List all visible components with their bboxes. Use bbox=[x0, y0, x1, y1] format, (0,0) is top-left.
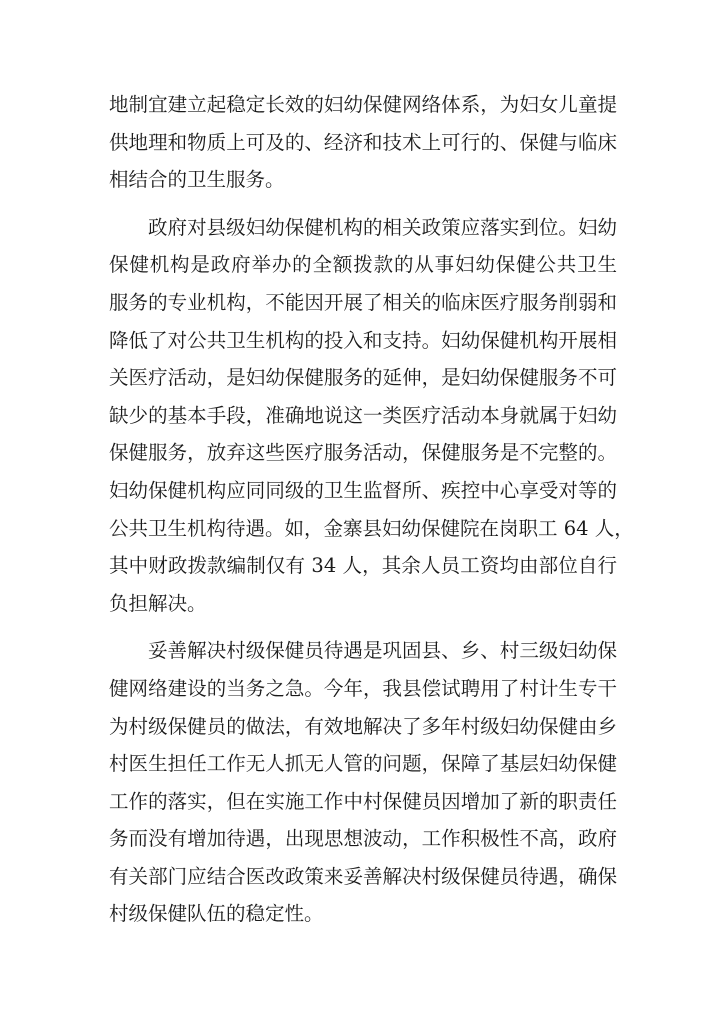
text-line: 务而没有增加待遇，出现思想波动，工作积极性不高，政府 bbox=[109, 827, 617, 851]
text-line: 其中财政拨款编制仅有 34 人，其余人员工资均由部位自行 bbox=[109, 554, 617, 578]
text-line: 妥善解决村级保健员待遇是巩固县、乡、村三级妇幼保 bbox=[148, 639, 617, 663]
text-line: 保健机构是政府举办的全额拨款的从事妇幼保健公共卫生 bbox=[109, 253, 617, 277]
text-line: 有关部门应结合医改政策来妥善解决村级保健员待遇，确保 bbox=[109, 864, 617, 888]
text-line: 服务的专业机构，不能因开展了相关的临床医疗服务削弱和 bbox=[109, 290, 617, 314]
paragraph-1 bbox=[109, 86, 617, 199]
text-line: 村级保健队伍的稳定性。 bbox=[109, 902, 324, 926]
text-line: 公共卫生机构待遇。如，金寨县妇幼保健院在岗职工 64 人， bbox=[109, 516, 634, 540]
text-line: 负担解决。 bbox=[109, 591, 207, 615]
text-line: 保健服务，放弃这些医疗服务活动，保健服务是不完整的。 bbox=[109, 441, 617, 465]
text-line: 供地理和物质上可及的、经济和技术上可行的、保健与临床 bbox=[109, 130, 617, 154]
text-line: 村医生担任工作无人抓无人管的问题，保障了基层妇幼保健 bbox=[109, 752, 617, 776]
text-line: 为村级保健员的做法，有效地解决了多年村级妇幼保健由乡 bbox=[109, 714, 617, 738]
document-body bbox=[109, 86, 634, 933]
text-line: 工作的落实，但在实施工作中村保健员因增加了新的职责任 bbox=[109, 789, 617, 813]
text-line: 相结合的卫生服务。 bbox=[109, 168, 285, 192]
text-line: 健网络建设的当务之急。今年，我县偿试聘用了村计生专干 bbox=[109, 676, 617, 700]
paragraph-2 bbox=[109, 209, 634, 623]
text-line: 地制宜建立起稳定长效的妇幼保健网络体系，为妇女儿童提 bbox=[109, 93, 617, 116]
text-line: 政府对县级妇幼保健机构的相关政策应落实到位。妇幼 bbox=[148, 215, 617, 239]
text-line: 妇幼保健机构应同同级的卫生监督所、疾控中心享受对等的 bbox=[109, 478, 617, 502]
text-line: 关医疗活动，是妇幼保健服务的延伸，是妇幼保健服务不可 bbox=[109, 366, 617, 390]
paragraph-3 bbox=[109, 632, 617, 933]
text-line: 降低了对公共卫生机构的投入和支持。妇幼保健机构开展相 bbox=[109, 328, 617, 352]
text-line: 缺少的基本手段，准确地说这一类医疗活动本身就属于妇幼 bbox=[109, 403, 617, 427]
